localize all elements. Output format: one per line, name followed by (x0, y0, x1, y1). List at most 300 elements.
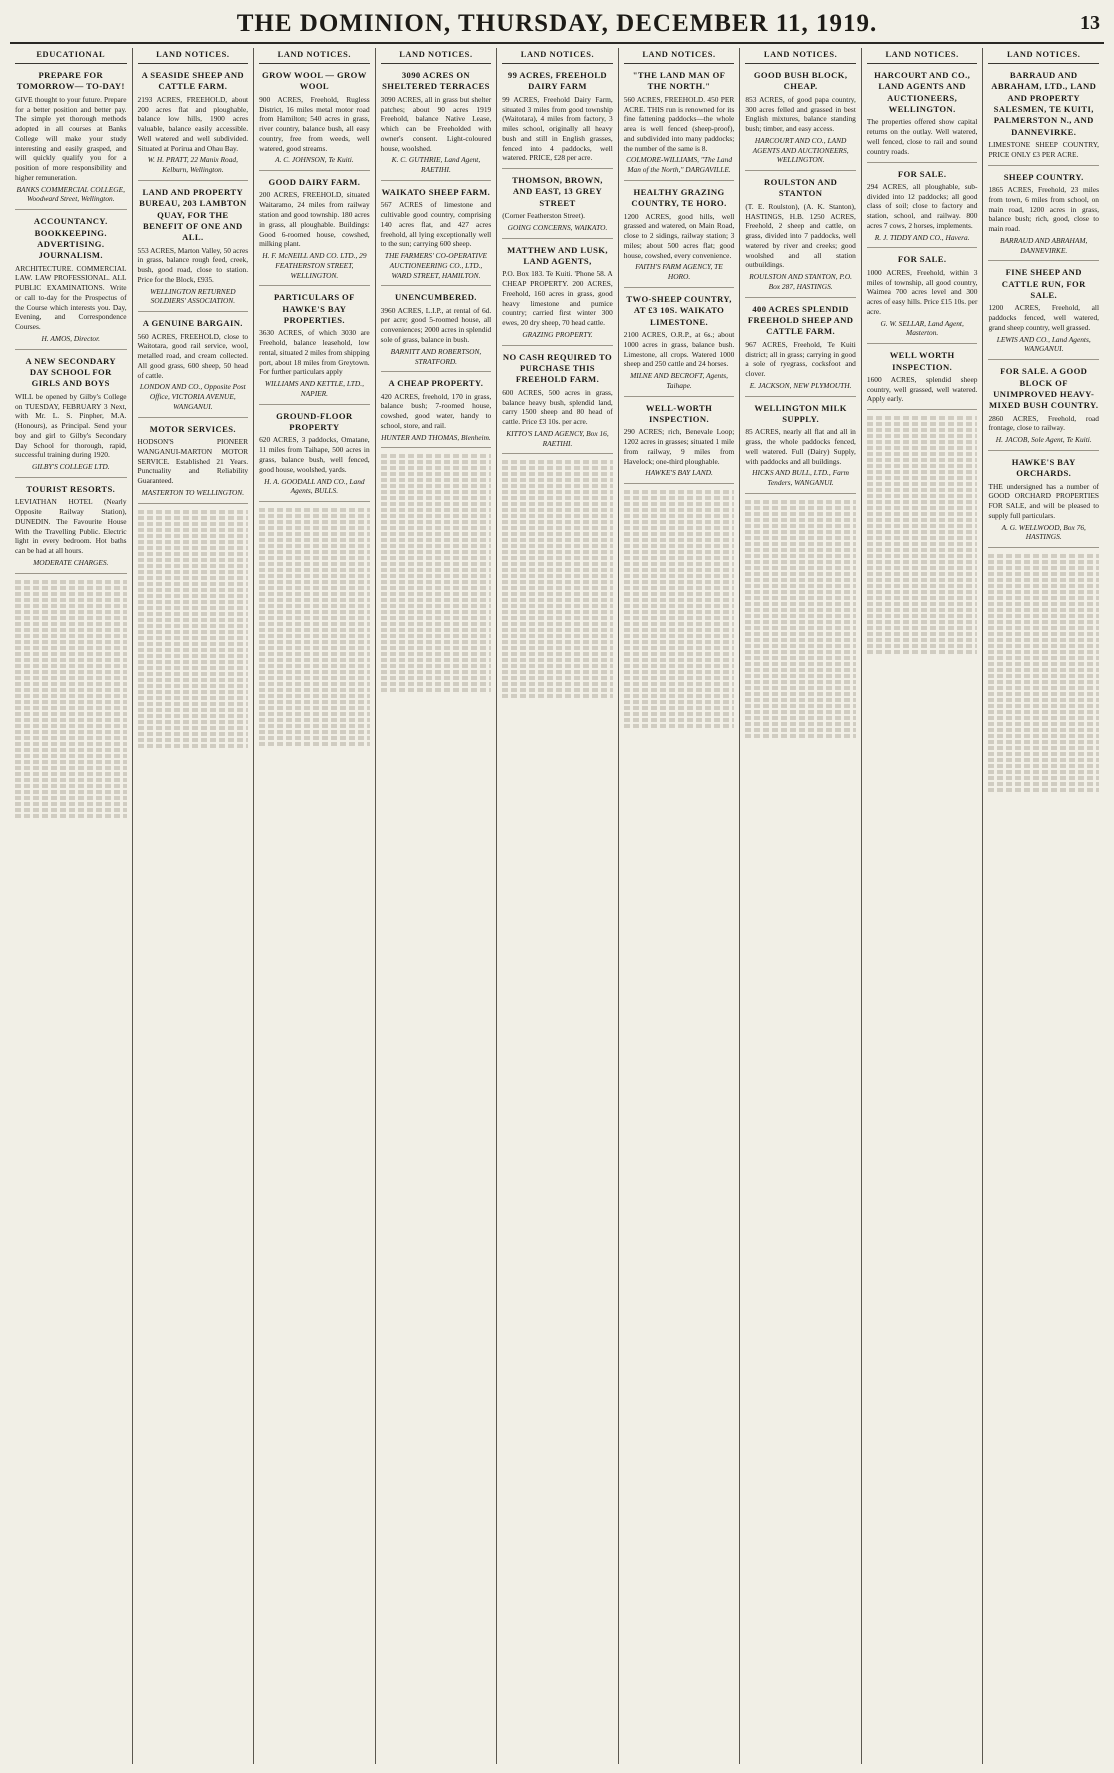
print-texture-line (15, 802, 127, 806)
print-texture-line (988, 644, 1099, 648)
ad-title: WELLINGTON MILK SUPPLY. (754, 402, 847, 424)
print-texture-line (624, 670, 735, 674)
ad-body: 85 ACRES, nearly all flat and all in grass, the whole paddocks fenced, well watered. Full (Dairy) Supply, with paddocks and all buildings. (745, 427, 856, 466)
print-texture-line (745, 608, 856, 612)
ad-signature: H. A. GOODALL AND CO., Land Agents, BULLS. (264, 476, 365, 496)
ad-title: TOURIST RESORTS. (26, 483, 116, 494)
ad-body: GIVE thought to your future. Prepare for a better position and better pay. The simple yet thorough methods adopted in all courses at Banks College will make your study interesting and easily grasped, and will quickly qualify you for a position of more responsibility and higher remuneration. (15, 94, 127, 182)
print-texture-line (624, 622, 735, 626)
ad-signature: BARNITT AND ROBERTSON, STRATFORD. (390, 346, 482, 366)
ad-body: 553 ACRES, Marton Valley, 50 acres in grass, balance rough feed, creek, bush, good road, close to station. Price for the Block, £935. (137, 245, 249, 284)
print-texture-line (259, 634, 370, 638)
ad-title: WELL WORTH INSPECTION. (889, 350, 955, 372)
print-texture-line (867, 446, 978, 450)
print-texture-line (502, 592, 613, 596)
print-texture-line (138, 564, 249, 568)
print-texture-line (867, 644, 978, 648)
ad-body: 290 ACRES; rich, Benevale Loop; 1202 acres in grasses; situated 1 mile from railway, 9 miles from Havelock; one-third ploughable. (623, 427, 735, 466)
ad-title: GOOD BUSH BLOCK, CHEAP. (753, 70, 848, 92)
print-texture-line (624, 514, 735, 518)
classified-ad (867, 169, 978, 249)
classified-ad (259, 70, 370, 171)
print-texture-line (259, 574, 370, 578)
print-texture-line (867, 494, 978, 498)
ad-body: 2193 ACRES, FREEHOLD, about 200 acres flat and ploughable, balance low hills, 1900 acres valuable, balance easily accessible. Well watered and well subdivided. Situated at Porirua and Ohau Bay. (137, 94, 249, 153)
ad-title: FOR SALE. A GOOD BLOCK OF UNIMPROVED HEAVY-MIXED BUSH COUNTRY. (989, 366, 1099, 411)
print-texture-line (988, 776, 1099, 780)
ad-signature: G. W. SELLAR, Land Agent, Masterton. (880, 318, 964, 338)
print-texture-line (867, 614, 978, 618)
print-texture-line (15, 748, 127, 752)
print-texture-line (15, 592, 127, 596)
classified-ad (745, 304, 856, 397)
ad-signature: K. C. GUTHRIE, Land Agent, RAETIHI. (391, 155, 481, 175)
ad-signature: WELLINGTON RETURNED SOLDIERS' ASSOCIATION. (150, 286, 236, 306)
ad-body: 853 ACRES, of good papa country, 300 acres felled and grassed in best English mixtures, balance standing bush; timber, and easy access. (745, 94, 856, 134)
column-heading: LAND NOTICES. (745, 48, 856, 64)
ad-title: HEALTHY GRAZING COUNTRY, TE HORO. (631, 186, 727, 209)
print-texture-line (138, 726, 249, 730)
print-texture-line (259, 712, 370, 716)
print-texture-line (138, 684, 249, 688)
print-texture-line (745, 578, 856, 582)
print-texture-line (988, 752, 1099, 756)
print-texture-line (988, 638, 1099, 642)
ad-title: PREPARE FOR TOMORROW— TO-DAY! (16, 70, 125, 92)
print-texture-line (502, 616, 613, 620)
print-texture-line (988, 560, 1099, 564)
ad-signature: MODERATE CHARGES. (33, 557, 109, 567)
classified-ad (867, 254, 978, 344)
print-texture-line (15, 598, 127, 602)
print-texture-line (138, 744, 249, 748)
print-texture-line (988, 680, 1099, 684)
ad-title: NO CASH REQUIRED TO PURCHASE THIS FREEHOLD FARM. (502, 351, 613, 385)
print-texture-line (624, 592, 735, 596)
print-texture-line (138, 534, 249, 538)
print-texture-line (624, 538, 735, 542)
print-texture-line (502, 478, 613, 482)
print-texture-line (15, 808, 127, 812)
print-texture-line (381, 652, 492, 656)
print-texture-line (138, 732, 249, 736)
ad-body: P.O. Box 183. Te Kuiti. 'Phone 58. A CHEAP PROPERTY. 200 ACRES, Freehold, 160 acres in grass, good heavy limestone and pumice country; carried first winter 300 ewes, 20 dry sheep, 70 head cattle. (502, 269, 613, 328)
print-texture-line (988, 614, 1099, 618)
print-texture-line (745, 716, 856, 720)
ad-title: BARRAUD AND ABRAHAM, LTD., LAND AND PROPERTY SALESMEN, TE KUITI, PALMERSTON N., AND DANNEVIRKE. (991, 70, 1097, 137)
print-texture-line (15, 676, 127, 680)
print-texture-line (624, 526, 735, 530)
masthead-title: THE DOMINION, THURSDAY, DECEMBER 11, 1919. (236, 10, 878, 37)
print-texture-line (15, 784, 127, 788)
ad-signature: A. C. JOHNSON, Te Kuiti. (275, 155, 354, 165)
print-texture-line (867, 620, 978, 624)
print-texture-line (381, 628, 492, 632)
print-texture-line (259, 682, 370, 686)
classified-ad (988, 172, 1099, 262)
column-heading: LAND NOTICES. (381, 48, 492, 64)
print-texture-line (867, 632, 978, 636)
ad-body: (T. E. Roulston), (A. K. Stanton), HASTINGS, H.B. 1250 ACRES, Freehold, 2 sheep and cattle, on grass, divided into 7 paddocks, well watered by river and creeks; good woolshed and all station outbuildings. (745, 201, 856, 270)
classified-ad (988, 70, 1099, 166)
print-texture-line (502, 466, 613, 470)
ad-signature: MILNE AND BECROFT, Agents, Taihape. (630, 371, 729, 390)
print-texture-line (745, 668, 856, 672)
print-texture-line (624, 544, 735, 548)
ad-title: WAIKATO SHEEP FARM. (381, 186, 491, 197)
ad-title: GOOD DAIRY FARM. (268, 177, 361, 188)
print-texture-line (138, 624, 249, 628)
print-texture-line (867, 650, 978, 654)
print-texture-line (988, 758, 1099, 762)
print-texture-line (138, 546, 249, 550)
print-texture-line (259, 610, 370, 614)
print-texture-line (745, 626, 856, 630)
ad-body: (Corner Featherston Street). (502, 211, 585, 221)
ad-body: THE undersigned has a number of GOOD ORCHARD PROPERTIES FOR SALE, and will be pleased to supply full particulars. (988, 481, 1099, 520)
ad-body: 1000 ACRES, Freehold, within 3 miles of township, all good country, Waimea 700 acres level and 300 acres of easy hills. Price £15 10s. per acre. (866, 267, 978, 316)
ad-title: FINE SHEEP AND CATTLE RUN, FOR SALE. (1001, 267, 1086, 301)
print-texture-line (502, 640, 613, 644)
classified-ad (259, 292, 370, 404)
print-texture-line (138, 708, 249, 712)
print-texture-line (259, 742, 370, 746)
ad-body: The properties offered show capital returns on the outlay. Well watered, well fenced, close to rail and sound country roads. (866, 117, 978, 156)
print-texture-line (502, 490, 613, 494)
ad-body: 2100 ACRES, O.R.P., at 6s.; about 1000 acres in grass, balance bush. Limestone, all crops. Watered 1000 sheep and 250 cattle and 24 horses. (623, 329, 735, 369)
print-texture-line (15, 706, 127, 710)
print-texture-line (259, 538, 370, 542)
page-number: 13 (1080, 12, 1100, 34)
print-texture-line (381, 598, 492, 602)
classified-ad (624, 294, 735, 397)
print-texture-line (502, 652, 613, 656)
print-texture-line (259, 694, 370, 698)
ad-body: 967 ACRES, Freehold, Te Kuiti district; all in grass; carrying in good a sole of ryegrass, cocksfoot and clover. (745, 339, 856, 379)
classified-ad (381, 292, 492, 372)
ad-signature: HARCOURT AND CO., LAND AGENTS AND AUCTIONEERS, WELLINGTON. (752, 135, 849, 165)
print-texture-line (259, 676, 370, 680)
print-texture-line (381, 496, 492, 500)
newspaper-column (861, 48, 983, 1764)
print-texture-line (381, 490, 492, 494)
ad-signature: GOING CONCERNS, WAIKATO. (507, 222, 608, 232)
print-texture-line (259, 670, 370, 674)
print-texture-line (745, 602, 856, 606)
print-texture-line (745, 596, 856, 600)
print-texture-line (502, 526, 613, 530)
print-texture-line (988, 632, 1099, 636)
ad-body: 2860 ACRES, Freehold, road frontage, close to railway. (988, 413, 1099, 433)
print-texture-line (381, 580, 492, 584)
print-texture-line (138, 636, 249, 640)
newspaper-column (10, 48, 132, 1764)
print-texture-line (138, 582, 249, 586)
print-texture-line (138, 630, 249, 634)
print-texture-line (15, 790, 127, 794)
print-texture-line (624, 520, 735, 524)
print-texture-line (624, 586, 735, 590)
print-texture-line (381, 604, 492, 608)
column-heading: LAND NOTICES. (502, 48, 613, 64)
print-texture-line (15, 586, 127, 590)
ad-body: 1200 ACRES, good hills, well grassed and watered, on Main Road, close to 2 sidings, railway station; 3 miles; about 500 acres flat; good house, cowshed, every convenience. (623, 211, 735, 260)
print-texture-line (624, 682, 735, 686)
ad-body: 620 ACRES, 3 paddocks, Omatane, 11 miles from Taihape, 500 acres in grass, balance bush, well fenced, good house, woolshed, yards. (259, 435, 370, 474)
classified-ad (259, 177, 370, 286)
print-texture-line (381, 646, 492, 650)
print-texture-line (624, 646, 735, 650)
ad-title: MOTOR SERVICES. (149, 423, 236, 434)
print-texture-line (624, 490, 735, 494)
print-texture-line (138, 648, 249, 652)
print-texture-line (259, 646, 370, 650)
print-texture-line (867, 422, 978, 426)
print-texture-line (138, 642, 249, 646)
print-texture-line (502, 556, 613, 560)
ad-body: ARCHITECTURE. COMMERCIAL LAW. LAW PROFESSIONAL. ALL PUBLIC EXAMINATIONS. Write or call to-day for the Prospectus of the Course which interests you. Day, Evening, and Correspondence Courses. (15, 263, 127, 332)
ad-signature: R. J. TIDDY AND CO., Havera. (874, 232, 970, 242)
print-texture-line (745, 542, 856, 546)
ad-signature: H. F. McNEILL AND CO. LTD., 29 FEATHERSTON STREET, WELLINGTON. (262, 251, 367, 280)
classified-ad (381, 70, 492, 181)
print-texture-line (15, 736, 127, 740)
ad-signature: HUNTER AND THOMAS, Blenheim. (381, 432, 491, 442)
print-texture-line (259, 658, 370, 662)
print-texture-line (381, 466, 492, 470)
print-texture-line (867, 428, 978, 432)
print-texture-line (15, 610, 127, 614)
print-texture-line (988, 674, 1099, 678)
print-texture-line (867, 566, 978, 570)
ad-title: GROW WOOL — GROW WOOL (262, 70, 367, 92)
ad-signature: LONDON AND CO., Opposite Post Office, VICTORIA AVENUE, WANGANUI. (139, 382, 246, 411)
print-texture-line (15, 772, 127, 776)
ad-title: ROULSTON AND STANTON (764, 177, 838, 199)
print-texture-line (867, 440, 978, 444)
print-texture-line (259, 706, 370, 710)
ad-body: 420 ACRES, freehold, 170 in grass, balance bush; 7-roomed house, cowshed, good water, handy to school, store, and rail. (380, 391, 492, 430)
print-texture-line (745, 650, 856, 654)
print-texture-line (988, 764, 1099, 768)
print-texture-line (381, 484, 492, 488)
print-texture-line (988, 590, 1099, 594)
ad-body: LEVIATHAN HOTEL (Nearly Opposite Railway Station), DUNEDIN. The Favourite House With the Travelling Public. Electric light in every bedroom. Hot baths can be had at all hours. (15, 497, 127, 556)
print-texture-line (138, 672, 249, 676)
ad-body: 560 ACRES, FREEHOLD, close to Waitotara, good rail service, wool, metalled road, and cream collected. All good grass, 600 sheep, 50 head of cattle. (137, 331, 249, 380)
ad-signature: HAWKE'S BAY LAND. (645, 468, 713, 478)
print-texture-line (988, 554, 1099, 558)
classified-ad (138, 70, 249, 181)
print-texture-line (138, 528, 249, 532)
print-texture-line (15, 814, 127, 818)
ad-body: 3630 ACRES, of which 3030 are Freehold, balance leasehold, low rental, situated 2 miles from shipping port, about 18 miles from Greytown. For further particulars apply (259, 328, 370, 377)
column-heading: LAND NOTICES. (624, 48, 735, 64)
print-texture-line (259, 688, 370, 692)
print-texture-line (138, 600, 249, 604)
ad-body: WILL be opened by Gilby's College on TUESDAY, FEBRUARY 3 Next, with Mr. L. S. Pinpher, M.A. (Honours), as Principal. Send your boy and girl to Gilby's Secondary Day School for thorough, rapid, successful training during 1920. (15, 391, 127, 460)
print-texture-line (502, 520, 613, 524)
classified-ad (502, 175, 613, 239)
classified-ad (259, 411, 370, 502)
print-texture-line (381, 568, 492, 572)
print-texture-line (259, 700, 370, 704)
print-texture-line (259, 568, 370, 572)
print-texture-line (15, 682, 127, 686)
ad-title: SHEEP COUNTRY. (1003, 171, 1084, 182)
print-texture-line (15, 658, 127, 662)
print-texture-line (867, 542, 978, 546)
column-heading: LAND NOTICES. (138, 48, 249, 64)
print-texture-line (502, 676, 613, 680)
print-texture-line (745, 500, 856, 504)
print-texture-line (745, 722, 856, 726)
classified-ad (624, 403, 735, 485)
print-texture-line (502, 484, 613, 488)
ad-signature: GRAZING PROPERTY. (522, 329, 593, 339)
print-texture-line (15, 724, 127, 728)
print-texture-line (988, 788, 1099, 792)
print-texture-line (624, 550, 735, 554)
print-texture-line (624, 694, 735, 698)
print-texture-line (624, 556, 735, 560)
classified-ad (502, 70, 613, 169)
print-texture-line (624, 724, 735, 728)
print-texture-line (867, 548, 978, 552)
print-texture-line (988, 704, 1099, 708)
print-texture-line (138, 696, 249, 700)
ad-title: FOR SALE. (897, 254, 947, 265)
print-texture-line (138, 738, 249, 742)
print-texture-line (988, 782, 1099, 786)
ad-signature: WILLIAMS AND KETTLE, LTD., NAPIER. (264, 379, 364, 398)
print-texture-line (867, 476, 978, 480)
print-texture-line (988, 608, 1099, 612)
print-texture-line (381, 502, 492, 506)
print-texture-line (138, 678, 249, 682)
print-texture-line (259, 628, 370, 632)
print-texture-line (502, 664, 613, 668)
print-texture-line (988, 602, 1099, 606)
ad-title: WELL-WORTH INSPECTION. (645, 402, 713, 424)
print-texture-line (745, 728, 856, 732)
print-texture-line (988, 596, 1099, 600)
print-texture-line (259, 580, 370, 584)
print-texture-line (259, 736, 370, 740)
ad-signature: GILBY'S COLLEGE LTD. (31, 462, 110, 472)
print-texture-line (745, 710, 856, 714)
print-texture-line (15, 754, 127, 758)
newspaper-column (132, 48, 254, 1764)
ad-signature: HICKS AND BULL, LTD., Farm Tenders, WANGANUI. (752, 468, 850, 488)
print-texture-line (381, 592, 492, 596)
print-texture-line (624, 664, 735, 668)
ad-signature: BANKS COMMERCIAL COLLEGE, Woodward Street, Wellington. (16, 184, 126, 204)
print-texture-line (502, 586, 613, 590)
print-texture-line (15, 652, 127, 656)
classified-ad (867, 70, 978, 162)
print-texture-line (988, 722, 1099, 726)
print-texture-line (381, 688, 492, 692)
ad-signature: KITTO'S LAND AGENCY, Box 16, RAETIHI. (506, 428, 609, 448)
print-texture-line (502, 580, 613, 584)
print-texture-line (867, 500, 978, 504)
print-texture-line (988, 698, 1099, 702)
columns-grid (10, 48, 1104, 1764)
print-texture-line (15, 688, 127, 692)
classified-ad (502, 352, 613, 455)
print-texture-line (624, 580, 735, 584)
print-texture-line (259, 544, 370, 548)
print-texture-line (381, 640, 492, 644)
ad-title: PARTICULARS OF HAWKE'S BAY PROPERTIES. (273, 292, 355, 326)
print-texture-line (624, 688, 735, 692)
print-texture-line (867, 434, 978, 438)
classified-ad (15, 70, 127, 210)
newspaper-column (618, 48, 740, 1764)
print-texture-line (745, 560, 856, 564)
print-texture-line (259, 526, 370, 530)
print-texture-line (259, 718, 370, 722)
print-texture-line (867, 464, 978, 468)
print-texture-line (381, 514, 492, 518)
classified-ad (15, 484, 127, 574)
print-texture-line (381, 682, 492, 686)
print-texture-line (502, 604, 613, 608)
print-texture-line (259, 508, 370, 512)
print-texture-line (502, 496, 613, 500)
print-texture-line (867, 458, 978, 462)
print-texture-line (502, 634, 613, 638)
print-texture-line (15, 646, 127, 650)
ad-signature: MASTERTON TO WELLINGTON. (141, 487, 245, 497)
print-texture-line (988, 626, 1099, 630)
print-texture-line (259, 520, 370, 524)
print-texture-line (988, 686, 1099, 690)
print-texture-line (745, 590, 856, 594)
print-texture-line (381, 658, 492, 662)
classified-ad (138, 424, 249, 504)
print-texture-line (745, 644, 856, 648)
column-heading: LAND NOTICES. (867, 48, 978, 64)
print-texture-line (745, 686, 856, 690)
print-texture-line (15, 778, 127, 782)
classified-ad (867, 350, 978, 410)
classified-ad (745, 177, 856, 298)
print-texture-line (259, 514, 370, 518)
classified-ad (381, 187, 492, 286)
print-texture-line (502, 622, 613, 626)
print-texture-line (138, 540, 249, 544)
print-texture-line (624, 562, 735, 566)
print-texture-line (745, 536, 856, 540)
ad-body: 1600 ACRES, splendid sheep country, well grassed, well watered. Apply early. (866, 374, 978, 404)
ad-title: A GENUINE BARGAIN. (142, 318, 243, 329)
print-texture-line (867, 578, 978, 582)
ad-signature: LEWIS AND CO., Land Agents, WANGANUI. (996, 334, 1091, 354)
print-texture-line (138, 618, 249, 622)
print-texture-line (624, 652, 735, 656)
print-texture-line (502, 628, 613, 632)
ad-title: HARCOURT AND CO., LAND AGENTS AND AUCTIONEERS, WELLINGTON. (874, 70, 971, 115)
print-texture-line (745, 584, 856, 588)
print-texture-line (15, 670, 127, 674)
print-texture-line (745, 524, 856, 528)
print-texture-line (15, 760, 127, 764)
newspaper-column (982, 48, 1104, 1764)
print-texture-line (502, 472, 613, 476)
classified-ad (138, 187, 249, 312)
